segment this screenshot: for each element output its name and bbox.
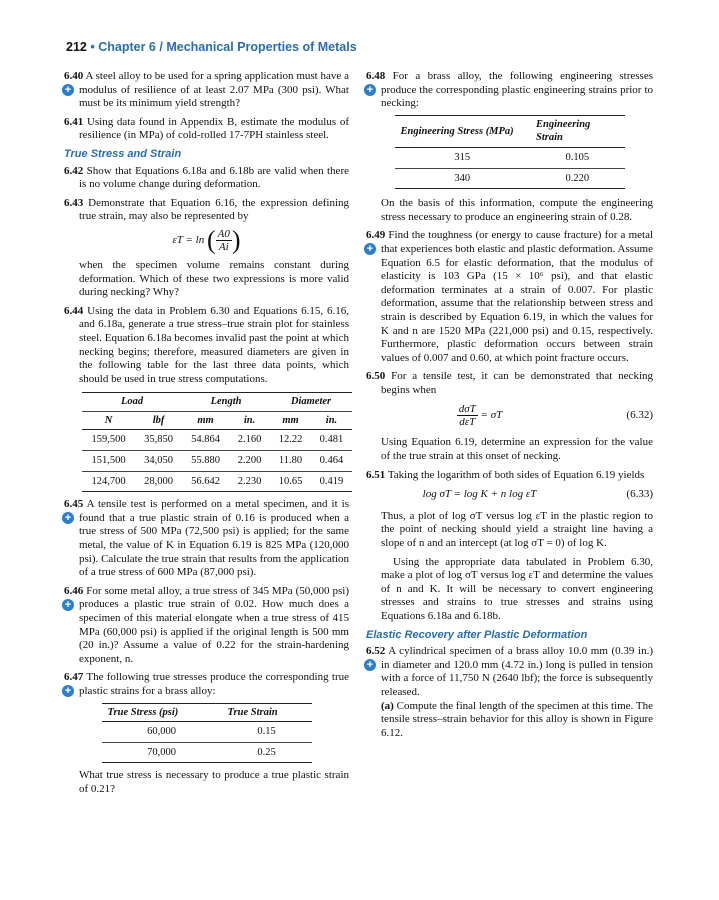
problem-number: 6.52 [366,645,386,658]
column-group-header: Length [182,393,270,412]
problem-6-42 [64,165,349,192]
problem-text: A cylindrical specimen of a brass alloy 10.0 mm (0.39 in.) in diameter and 120.0 mm (4.72 in.) long is pulled in tension with a force of 11,750 N (2640 lbf); the force is subsequently released. [381,645,653,698]
problem-6-50 [366,370,653,463]
problem-6-51 [366,469,653,624]
table-cell: 12.22 [278,434,303,446]
table-cell: 0.105 [565,151,590,163]
equation-lhs: εT = ln [172,233,205,246]
problem-number: 6.43 [64,196,84,209]
problem-6-43 [64,197,349,300]
chapter-title: Mechanical Properties of Metals [166,40,357,54]
column-header: True Stress (psi) [107,706,179,718]
table-cell: 0.220 [565,172,590,184]
part-label: (a) [381,699,394,712]
table-engineering-stress-strain [395,115,625,189]
table-cell: 2.230 [237,475,262,487]
problem-text: For a brass alloy, the following engineering stresses produce the corresponding plastic engineering strains prior to necking: [381,70,654,110]
problem-text: Taking the logarithm of both sides of Equation 6.19 yields [387,468,645,481]
column-header: in. [243,414,256,426]
column-header: in. [325,414,338,426]
table-cell: 151,500 [91,455,126,467]
problem-text: A tensile test is performed on a metal specimen, and it is found that a true plastic strain of 0.16 is produced when a true stress of 500 MPa (72,500 psi) is applied; for the same metal, the value of K in Equation 6.19 is 825 MPa (120,000 psi). Calculate the true strain that results from the application of a true stress of 600 MPa (87,000 psi). [79,498,349,579]
equation-fraction [457,403,478,428]
problem-6-48 [366,70,653,224]
table-cell: 56.642 [191,475,220,487]
problem-text: Using data found in Appendix B, estimate the modulus of resilience (in MPa) of cold-rolled 17-7PH stainless steel. [79,115,349,142]
problem-text-continued: On the basis of this information, compute the engineering stress necessary to produce an engineering strain of 0.28. [381,197,653,223]
equation-true-strain: εT = ln ( $\frac{A0}{Ai}$ ) [172,225,241,255]
table-cell: 0.464 [319,455,344,467]
equation-number: (6.32) [626,409,653,422]
table-cell: 0.419 [319,475,344,487]
fraction-denominator: dεT [459,416,476,429]
column-header: mm [197,414,214,426]
column-group-header: Load [82,393,182,412]
problem-number: 6.46 [64,584,84,597]
table-cell: 0.481 [319,434,344,446]
problem-text-continued: What true stress is necessary to produce a true plastic strain of 0.21? [79,769,349,795]
problem-text: A steel alloy to be used for a spring application must have a modulus of resilience of at least 2.07 MPa (300 psi). What must be its minimum yield strength? [79,70,349,110]
table-row [395,147,625,168]
problem-text: For a tensile test, it can be demonstrated that necking begins when [381,370,653,396]
column-header: lbf [152,414,165,426]
wileyplus-icon[interactable]: + [62,84,74,96]
problem-number: 6.41 [64,115,84,128]
wileyplus-icon[interactable]: + [62,685,74,697]
equation-number: (6.33) [626,488,653,501]
problem-6-40 [64,70,349,111]
problem-6-44 [64,305,349,387]
table-cell: 0.15 [257,726,276,738]
column-header: N [104,414,113,426]
column-header: Engineering Strain [536,118,591,144]
problem-text: For some metal alloy, a true stress of 345 MPa (50,000 psi) produces a plastic true strain of 0.02. How much does a specimen of this material elongate when a true stress of 415 MPa (60,000 psi) is applied if the original length is 500 mm (20 in.)? Assume a value of 0.22 for the strain-hardening exponent, n. [79,584,350,665]
table-load-length-diameter [82,392,352,492]
wileyplus-icon[interactable]: + [364,659,376,671]
table-true-stress-strain [102,703,312,764]
table-cell: 340 [454,172,471,184]
page-number: 212 [66,40,87,54]
table-cell: 70,000 [147,746,176,758]
equation-fraction [216,228,232,253]
table-cell: 11.80 [278,455,303,467]
wileyplus-icon[interactable]: + [364,84,376,96]
problem-number: 6.45 [64,498,84,511]
problem-6-45 [64,498,349,580]
table-cell: 159,500 [91,434,126,446]
column-header: mm [282,414,299,426]
equation-rhs: = σT [480,409,503,422]
wileyplus-icon[interactable]: + [364,243,376,255]
part-a [366,700,653,741]
table-row [102,742,312,763]
page-header [66,40,357,54]
section-heading-elastic-recovery: Elastic Recovery after Plastic Deformation [366,628,588,641]
table-row [82,451,352,472]
fraction-numerator: dσT [458,403,476,416]
left-column [64,70,349,802]
equation-body: log σT = log K + n log εT [422,488,537,501]
header-bullet: • [90,40,95,54]
column-group-header: Diameter [270,393,352,412]
problem-number: 6.50 [366,370,386,383]
problem-number: 6.44 [64,304,84,317]
fraction-numerator: A0 [217,227,230,240]
problem-text: Show that Equations 6.18a and 6.18b are valid when there is no volume change during deformation. [79,164,349,191]
section-heading-true-stress: True Stress and Strain [64,147,182,160]
problem-number: 6.48 [366,70,386,82]
problem-number: 6.51 [366,468,386,481]
problem-text-continued: Using Equation 6.19, determine an expression for the value of the true strain at this onset of necking. [381,436,653,463]
problem-text: Find the toughness (or energy to cause fracture) for a metal that experiences both elastic and plastic deformation. Assume Equation 6.5 for elastic deformation, that the modulus of elasticity is 103 GPa (15 × 10⁶ psi), and that elastic deformation terminates at a strain of 0.007. For plastic deformation, assume that the relationship between stress and strain is described by Equation 6.19, in which the values for K and n are 1520 MPa (221,000 psi) and 0.15, respectively. Furthermore, plastic deformation occurs between strain values of 0.007 and 0.60, at which point fracture occurs. [381,229,654,364]
table-cell: 2.200 [237,455,262,467]
problem-number: 6.40 [64,70,84,82]
table-cell: 35,850 [144,434,173,446]
table-cell: 124,700 [91,475,126,487]
problem-6-41 [64,116,349,143]
table-cell: 0.25 [257,746,276,758]
fraction-denominator: Ai [218,240,229,253]
table-cell: 10.65 [278,475,303,487]
column-header: True Strain [227,706,278,718]
right-column [366,70,653,745]
problem-6-46 [64,585,349,667]
equation-6-32 [366,403,653,428]
header-slash: / [159,40,163,54]
table-row [82,471,352,492]
table-row [395,168,625,189]
wileyplus-icon[interactable]: + [62,599,74,611]
table-cell: 34,050 [144,455,173,467]
column-header: Engineering Stress (MPa) [400,125,514,137]
problem-6-52 [366,645,653,740]
table-row [102,722,312,743]
table-cell: 54.864 [191,434,220,446]
problem-text: The following true stresses produce the corresponding true plastic strains for a brass alloy: [79,671,349,697]
problem-text: Using the data in Problem 6.30 and Equations 6.15, 6.16, and 6.18a, generate a true stress–true strain plot for stainless steel. Equation 6.18a becomes invalid past the point at which necking begins; therefore, measured diameters are given in the following table for the last three data points, which should be used in true stress computations. [79,304,349,385]
table-cell: 28,000 [144,475,173,487]
problem-text-continued: Thus, a plot of log σT versus log εT in the plastic region to the point of necking should yield a straight line having a slope of n and an intercept (at log σT = 0) of log K. [381,509,653,550]
table-cell: 2.160 [237,434,262,446]
table-cell: 55.880 [191,455,220,467]
problem-text-continued: when the specimen volume remains constant during deformation. Which of these two expressions is more valid during necking? Why? [79,258,349,299]
problem-number: 6.47 [64,671,84,684]
problem-text-continued: Using the appropriate data tabulated in Problem 6.30, make a plot of log σT versus log εT and determine the values of n and K. It will be necessary to convert engineering stresses and strains to true stresses and strains using Equations 6.18a and 6.18b. [381,555,653,622]
table-row [82,430,352,451]
part-text: Compute the final length of the specimen at this time. The tensile stress–strain behavior for this alloy is shown in Figure 6.12. [381,699,653,739]
problem-number: 6.42 [64,164,84,177]
chapter-label: Chapter 6 [98,40,156,54]
problem-text: Demonstrate that Equation 6.16, the expression defining true strain, may also be represented by [79,196,349,223]
problem-6-49 [366,229,653,365]
equation-6-33 [366,488,653,502]
wileyplus-icon[interactable]: + [62,512,74,524]
table-cell: 60,000 [147,726,176,738]
problem-number: 6.49 [366,229,386,242]
table-cell: 315 [454,151,471,163]
problem-6-47 [64,671,349,796]
